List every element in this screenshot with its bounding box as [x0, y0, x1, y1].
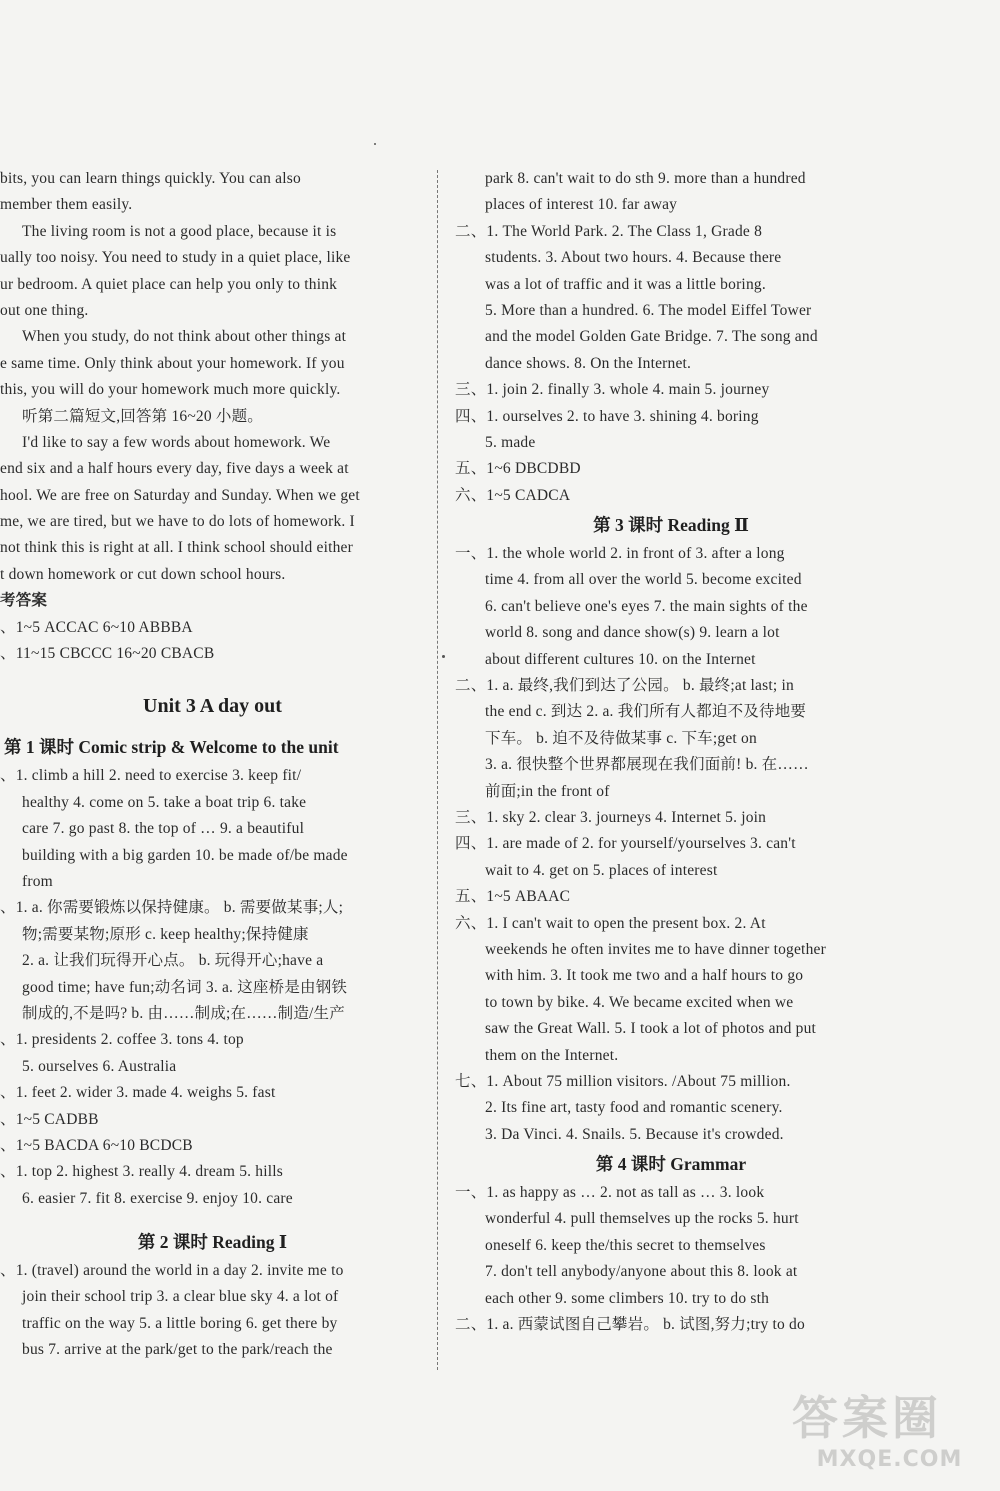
- text-line: 二、1. a. 最终,我们到达了公园。 b. 最终;at last; in: [455, 677, 794, 695]
- text-line: wonderful 4. pull themselves up the rocks 5. hurt: [485, 1210, 799, 1228]
- text-line: end six and a half hours every day, five days a week at: [0, 460, 349, 478]
- spacer: [0, 1212, 425, 1226]
- text-line: 、1. feet 2. wider 3. made 4. weighs 5. fast: [0, 1084, 276, 1102]
- margin-dot: [442, 655, 445, 658]
- text-line: 四、1. ourselves 2. to have 3. shining 4. boring: [455, 407, 759, 425]
- text-line: 5. More than a hundred. 6. The model Eiffel Tower: [485, 301, 812, 319]
- text-line: me, we are tired, but we have to do lots of homework. I: [0, 513, 355, 531]
- text-line: 一、1. the whole world 2. in front of 3. after a long: [455, 545, 785, 563]
- text-line: 考答案: [0, 592, 48, 610]
- text-line: 5. ourselves 6. Australia: [22, 1057, 177, 1075]
- text-line: 四、1. are made of 2. for yourself/yourselves 3. can't: [455, 835, 796, 853]
- watermark-site: MXQE.COM: [816, 1447, 963, 1472]
- text-line: member them easily.: [0, 196, 133, 214]
- text-line: students. 3. About two hours. 4. Because there: [485, 249, 782, 267]
- text-line: 6. can't believe one's eyes 7. the main sights of the: [485, 597, 808, 615]
- left-column: [0, 166, 425, 1364]
- text-line: 前面;in the front of: [485, 782, 610, 800]
- text-line: healthy 4. come on 5. take a boat trip 6. take: [22, 793, 307, 811]
- section-heading: 第 1 课时 Comic strip & Welcome to the unit: [4, 737, 339, 758]
- text-line: park 8. can't wait to do sth 9. more than a hundred: [485, 170, 806, 187]
- text-line: each other 9. some climbers 10. try to do sth: [485, 1289, 770, 1307]
- text-line: ur bedroom. A quiet place can help you only to think: [0, 275, 338, 293]
- text-line: ually too noisy. You need to study in a quiet place, like: [0, 249, 351, 267]
- text-line: 、1~5 ACCAC 6~10 ABBBA: [0, 618, 193, 636]
- text-line: not think this is right at all. I think school should either: [0, 539, 353, 557]
- text-line: 下车。 b. 迫不及待做某事 c. 下车;get on: [485, 729, 757, 747]
- text-line: this, you will do your homework much more quickly.: [0, 381, 341, 399]
- text-line: When you study, do not think about other things at: [22, 328, 347, 346]
- spacer: [0, 667, 425, 681]
- text-line: hool. We are free on Saturday and Sunday. When we get: [0, 486, 360, 504]
- text-line: care 7. go past 8. the top of … 9. a beautiful: [22, 820, 305, 838]
- text-line: 五、1~6 DBCDBD: [455, 460, 581, 478]
- text-line: 五、1~5 ABAAC: [455, 888, 571, 906]
- text-line: to town by bike. 4. We became excited when we: [485, 993, 794, 1011]
- text-line: 物;需要某物;原形 c. keep healthy;保持健康: [22, 925, 309, 943]
- text-line: 、1. top 2. highest 3. really 4. dream 5. hills: [0, 1163, 283, 1181]
- text-line: 、1. a. 你需要锻炼以保持健康。 b. 需要做某事;人;: [0, 899, 344, 917]
- text-line: join their school trip 3. a clear blue sky 4. a lot of: [22, 1288, 339, 1306]
- text-line: traffic on the way 5. a little boring 6. get there by: [22, 1314, 338, 1332]
- margin-dot: [374, 143, 376, 145]
- text-line: 、11~15 CBCCC 16~20 CBACB: [0, 645, 215, 663]
- text-line: 三、1. sky 2. clear 3. journeys 4. Internet 5. join: [455, 808, 767, 826]
- text-line: 三、1. join 2. finally 3. whole 4. main 5. journey: [455, 381, 770, 399]
- text-line: and the model Golden Gate Bridge. 7. The song and: [485, 328, 818, 346]
- text-line: t down homework or cut down school hours.: [0, 565, 286, 583]
- text-line: 6. easier 7. fit 8. exercise 9. enjoy 10. care: [22, 1189, 293, 1207]
- text-line: 二、1. The World Park. 2. The Class 1, Grade 8: [455, 222, 763, 240]
- text-line: 3. Da Vinci. 4. Snails. 5. Because it's crowded.: [485, 1125, 784, 1143]
- text-line: world 8. song and dance show(s) 9. learn a lot: [485, 624, 780, 642]
- text-line: out one thing.: [0, 301, 89, 319]
- text-line: wait to 4. get on 5. places of interest: [485, 861, 718, 879]
- text-line: 二、1. a. 西蒙试图自己攀岩。 b. 试图,努力;try to do: [455, 1316, 805, 1334]
- text-line: time 4. from all over the world 5. become excited: [485, 571, 802, 589]
- text-line: 六、1. I can't wait to open the present box. 2. At: [455, 914, 766, 932]
- text-line: good time; have fun;动名词 3. a. 这座桥是由钢铁: [22, 978, 348, 996]
- text-line: saw the Great Wall. 5. I took a lot of photos and put: [485, 1020, 817, 1038]
- text-line: 2. Its fine art, tasty food and romantic scenery.: [485, 1099, 783, 1117]
- column-divider: [437, 170, 438, 1370]
- text-line: 、1~5 BACDA 6~10 BCDCB: [0, 1136, 193, 1154]
- text-line: oneself 6. keep the/this secret to themselves: [485, 1236, 766, 1254]
- text-line: 、1. (travel) around the world in a day 2. invite me to: [0, 1262, 344, 1280]
- text-line: I'd like to say a few words about homework. We: [22, 433, 331, 451]
- text-line: weekends he often invites me to have dinner together: [485, 940, 826, 958]
- section-heading: 第 3 课时 Reading Ⅱ: [593, 515, 749, 536]
- text-line: 5. made: [485, 433, 536, 451]
- text-line: 7. don't tell anybody/anyone about this 8. look at: [485, 1263, 798, 1281]
- text-line: bus 7. arrive at the park/get to the park/reach the: [22, 1341, 333, 1359]
- text-line: The living room is not a good place, because it is: [22, 222, 337, 240]
- watermark-logo: [792, 1390, 987, 1485]
- text-line: 七、1. About 75 million visitors. /About 75 million.: [455, 1072, 791, 1090]
- text-line: 制成的,不是吗? b. 由……制成;在……制造/生产: [22, 1004, 345, 1022]
- text-line: 、1. presidents 2. coffee 3. tons 4. top: [0, 1031, 244, 1049]
- text-line: dance shows. 8. On the Internet.: [485, 354, 692, 372]
- text-line: from: [22, 872, 53, 890]
- text-line: 六、1~5 CADCA: [455, 486, 571, 504]
- section-heading: 第 2 课时 Reading Ⅰ: [137, 1232, 288, 1253]
- text-line: 2. a. 让我们玩得开心点。 b. 玩得开心;have a: [22, 952, 324, 970]
- text-line: 、1. climb a hill 2. need to exercise 3. keep fit/: [0, 767, 302, 785]
- text-line: about different cultures 10. on the Internet: [485, 650, 756, 668]
- text-line: the end c. 到达 2. a. 我们所有人都迫不及待地要: [485, 703, 807, 721]
- section-heading: 第 4 课时 Grammar: [595, 1154, 747, 1175]
- text-line: with him. 3. It took me two and a half hours to go: [485, 967, 804, 985]
- text-line: 、1~5 CADBB: [0, 1110, 99, 1128]
- text-line: building with a big garden 10. be made of/be made: [22, 846, 348, 864]
- text-line: places of interest 10. far away: [485, 196, 678, 214]
- watermark-title: 答案圈: [792, 1391, 942, 1445]
- section-heading: Unit 3 A day out: [143, 695, 282, 718]
- text-line: was a lot of traffic and it was a little boring.: [485, 275, 766, 293]
- right-column: [455, 166, 887, 1338]
- text-line: 3. a. 很快整个世界都展现在我们面前! b. 在……: [485, 756, 809, 774]
- text-line: e same time. Only think about your homework. If you: [0, 354, 345, 372]
- text-line: bits, you can learn things quickly. You can also: [0, 170, 301, 187]
- text-line: 听第二篇短文,回答第 16~20 小题。: [22, 407, 264, 425]
- text-line: 一、1. as happy as … 2. not as tall as … 3. look: [455, 1184, 765, 1202]
- text-line: them on the Internet.: [485, 1046, 619, 1064]
